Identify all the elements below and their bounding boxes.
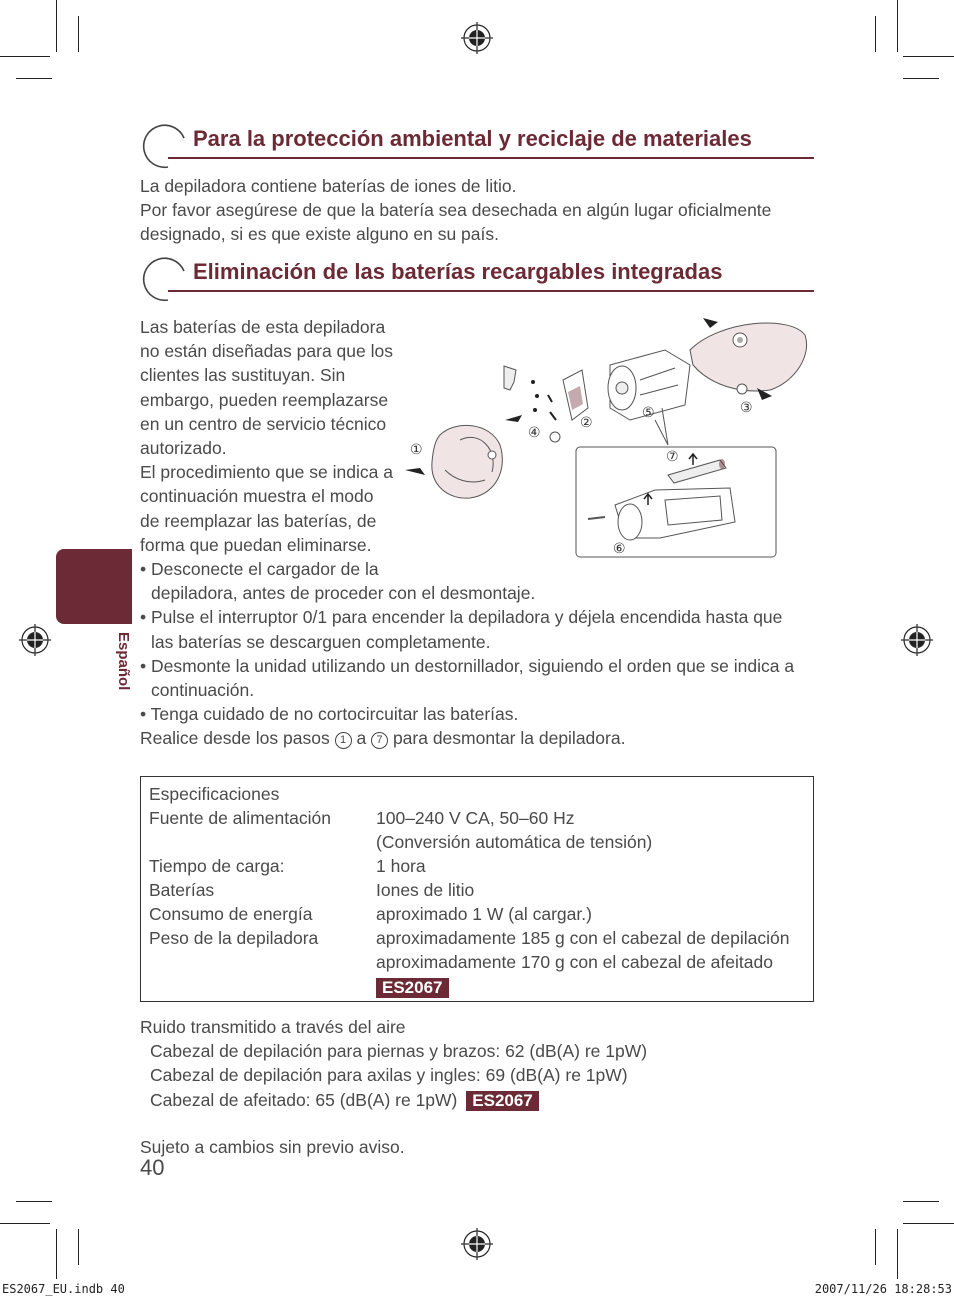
spec-label: Consumo de energía	[149, 904, 313, 924]
crop-mark	[56, 1229, 57, 1279]
recycling-paragraph	[140, 174, 771, 247]
list-item: • Pulse el interruptor 0/1 para encender la depiladora y déjela encendida hasta que	[140, 607, 783, 628]
svg-text:⑥: ⑥	[613, 540, 626, 556]
heading-arc-icon	[140, 124, 188, 172]
paragraph-line: La depiladora contiene baterías de iones de litio.	[140, 176, 517, 196]
section-heading-title: Para la protección ambiental y reciclaje de materiales	[193, 126, 752, 151]
paragraph-line: Las baterías de esta depiladora	[140, 317, 386, 337]
registration-mark-icon	[461, 1228, 493, 1260]
heading-arc-icon	[140, 257, 188, 305]
spec-label: Peso de la depiladora	[149, 928, 319, 948]
spec-value: Iones de litio	[376, 880, 475, 900]
crop-mark	[16, 1201, 52, 1202]
page-number: 40	[140, 1155, 165, 1180]
noise-line: Cabezal de depilación para axilas y ingles: 69 (dB(A) re 1pW)	[150, 1065, 628, 1086]
steps-text: para desmontar la depiladora.	[392, 728, 626, 749]
crop-mark	[16, 78, 52, 79]
crop-mark	[897, 1229, 898, 1279]
model-badge-row	[376, 977, 449, 998]
spec-title: Especificaciones	[149, 784, 280, 804]
section-heading-title: Eliminación de las baterías recargables integradas	[193, 259, 723, 284]
list-item-continuation: las baterías se descarguen completamente.	[151, 631, 491, 652]
paragraph-line: Por favor asegúrese de que la batería sea desechada en algún lugar oficialmente	[140, 200, 772, 221]
svg-text:②: ②	[580, 414, 593, 430]
noise-title: Ruido transmitido a través del aire	[140, 1017, 406, 1037]
crop-mark	[903, 78, 939, 79]
section-heading-environment	[140, 124, 814, 164]
language-side-label	[108, 632, 132, 712]
svg-text:⑦: ⑦	[666, 448, 679, 464]
registration-mark-icon	[461, 22, 493, 54]
crop-mark	[0, 56, 50, 57]
steps-text: Realice desde los pasos	[140, 728, 330, 749]
crop-mark	[875, 16, 876, 52]
registration-mark-icon	[901, 624, 933, 656]
spec-value: aproximadamente 170 g con el cabezal de afeitado	[376, 952, 773, 972]
noise-line: Cabezal de afeitado: 65 (dB(A) re 1pW)	[150, 1089, 458, 1110]
crop-mark	[78, 16, 79, 52]
svg-text:③: ③	[740, 399, 753, 415]
paragraph-line: en un centro de servicio técnico	[140, 413, 387, 434]
spec-value: (Conversión automática de tensión)	[376, 832, 653, 852]
noise-line-with-badge	[140, 1088, 647, 1112]
paragraph-line: no están diseñadas para que los	[140, 341, 393, 362]
spec-label: Tiempo de carga:	[149, 856, 285, 876]
language-side-tab	[56, 549, 132, 624]
spec-value: aproximadamente 185 g con el cabezal de depilación	[376, 928, 790, 948]
model-badge: ES2067	[466, 1091, 539, 1111]
list-item: • Tenga cuidado de no cortocircuitar las baterías.	[140, 704, 519, 725]
language-label-text: Español	[115, 632, 132, 691]
footer-file-info: ES2067_EU.indb 40	[2, 1282, 125, 1296]
crop-mark	[897, 0, 898, 52]
spec-value: aproximado 1 W (al cargar.)	[376, 904, 592, 924]
crop-mark	[903, 56, 954, 57]
crop-mark	[903, 1223, 954, 1224]
crop-mark	[56, 0, 57, 52]
list-item: • Desmonte la unidad utilizando un destornillador, siguiendo el orden que se indica a	[140, 655, 795, 676]
svg-text:⑤: ⑤	[642, 404, 655, 420]
crop-mark	[0, 1223, 50, 1224]
crop-mark	[875, 1229, 876, 1265]
footer-date-info: 2007/11/26 18:28:53	[814, 1282, 952, 1296]
svg-text:①: ①	[410, 441, 423, 457]
outer-shell-illustration	[690, 323, 807, 391]
list-item-continuation: depiladora, antes de proceder con el desmontaje.	[151, 583, 536, 604]
section-heading-batteries	[140, 257, 814, 297]
spec-label: Fuente de alimentación	[149, 808, 331, 828]
epilator-head-illustration	[432, 425, 503, 498]
noise-section	[140, 1015, 647, 1112]
specifications-table	[140, 776, 814, 1002]
step-number-badge: 7	[371, 732, 388, 749]
list-item-continuation: continuación.	[151, 680, 255, 701]
crop-mark	[903, 1201, 939, 1202]
svg-text:④: ④	[528, 424, 541, 440]
paragraph-line: embargo, pueden reemplazarse	[140, 389, 389, 410]
spec-value: 100–240 V CA, 50–60 Hz	[376, 808, 575, 828]
paragraph-line: forma que puedan eliminarse.	[140, 534, 372, 555]
heading-rule	[168, 157, 814, 159]
steps-instruction	[140, 726, 794, 750]
spec-label: Baterías	[149, 880, 215, 900]
paragraph-line: designado, si es que existe alguno en su país.	[140, 224, 499, 245]
paragraph-line: clientes las sustituyan. Sin	[140, 365, 346, 386]
paragraph-line: El procedimiento que se indica a	[140, 462, 393, 483]
model-badge: ES2067	[376, 978, 449, 998]
heading-rule	[168, 290, 814, 292]
notice-text: Sujeto a cambios sin previo aviso.	[140, 1137, 405, 1157]
step-number-badge: 1	[335, 732, 352, 749]
steps-text: a	[356, 728, 367, 749]
registration-mark-icon	[19, 624, 51, 656]
noise-line: Cabezal de depilación para piernas y brazos: 62 (dB(A) re 1pW)	[150, 1041, 648, 1062]
battery-intro-paragraph	[140, 315, 393, 557]
instruction-list	[140, 557, 794, 751]
spec-value: 1 hora	[376, 856, 426, 876]
disassembly-diagram	[400, 310, 810, 560]
crop-mark	[78, 1229, 79, 1265]
paragraph-line: autorizado.	[140, 438, 227, 459]
paragraph-line: continuación muestra el modo	[140, 486, 374, 507]
paragraph-line: de reemplazar las baterías, de	[140, 510, 377, 531]
list-item: • Desconecte el cargador de la	[140, 559, 379, 579]
